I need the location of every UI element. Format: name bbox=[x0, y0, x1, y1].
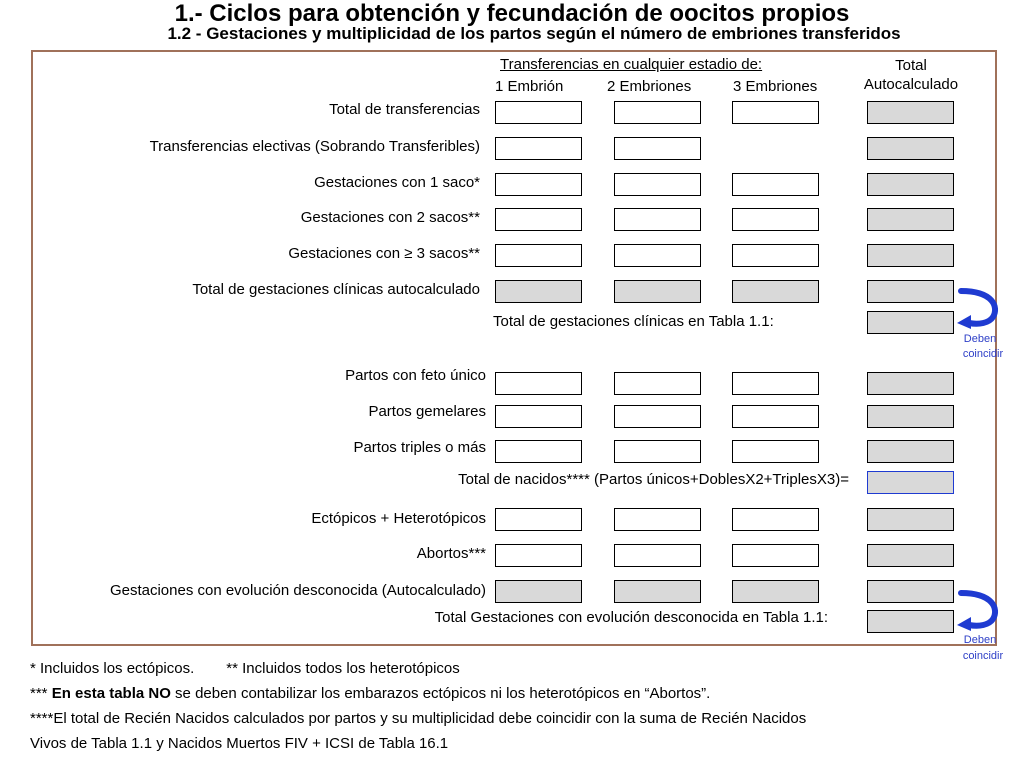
input-transferencias-electivas-1[interactable] bbox=[495, 137, 582, 160]
input-partos-unico-3[interactable] bbox=[732, 372, 819, 395]
input-total-transferencias-1[interactable] bbox=[495, 101, 582, 124]
header-col-2: 2 Embriones bbox=[607, 78, 692, 95]
note-deben-2: Deben bbox=[963, 634, 997, 646]
footnote-2-bold: En esta tabla NO bbox=[51, 685, 171, 702]
abortos-total bbox=[867, 544, 954, 567]
evolucion-desconocida-tabla-value bbox=[867, 610, 954, 633]
footnote-heterotopicos: ** Incluidos todos los heterotópicos bbox=[226, 660, 460, 677]
input-gestaciones-1-saco-3[interactable] bbox=[732, 173, 819, 196]
curved-arrow-icon bbox=[955, 285, 1001, 329]
page-subtitle: 1.2 - Gestaciones y multiplicidad de los partos según el número de embriones transferidos bbox=[167, 24, 901, 43]
page-title: 1.- Ciclos para obtención y fecundación de oocitos propios bbox=[174, 0, 850, 27]
partos-gemelares-total bbox=[867, 405, 954, 428]
gestaciones-1-saco-total bbox=[867, 173, 954, 196]
input-gestaciones-3-sacos-1[interactable] bbox=[495, 244, 582, 267]
label-abortos: Abortos*** bbox=[416, 545, 486, 562]
input-partos-unico-1[interactable] bbox=[495, 372, 582, 395]
evolucion-desconocida-1 bbox=[495, 580, 582, 603]
input-abortos-3[interactable] bbox=[732, 544, 819, 567]
footnote-2-prefix: *** bbox=[30, 685, 52, 702]
input-gestaciones-2-sacos-3[interactable] bbox=[732, 208, 819, 231]
total-gestaciones-clinicas-1 bbox=[495, 280, 582, 303]
total-gestaciones-tabla-value bbox=[867, 311, 954, 334]
input-partos-gemelares-1[interactable] bbox=[495, 405, 582, 428]
total-transferencias-total bbox=[867, 101, 954, 124]
input-gestaciones-3-sacos-2[interactable] bbox=[614, 244, 701, 267]
input-ectopicos-1[interactable] bbox=[495, 508, 582, 531]
footnote-line-3: ****El total de Recién Nacidos calculados por partos y su multiplicidad debe coincidir con la suma de Recién Nacidos bbox=[30, 710, 807, 727]
partos-triples-total bbox=[867, 440, 954, 463]
input-total-transferencias-3[interactable] bbox=[732, 101, 819, 124]
transferencias-electivas-total bbox=[867, 137, 954, 160]
footnote-line-4: Vivos de Tabla 1.1 y Nacidos Muertos FIV + ICSI de Tabla 16.1 bbox=[30, 735, 449, 752]
label-total-transferencias: Total de transferencias bbox=[329, 101, 480, 118]
note-deben-1: Deben bbox=[963, 333, 997, 345]
input-abortos-2[interactable] bbox=[614, 544, 701, 567]
input-gestaciones-1-saco-1[interactable] bbox=[495, 173, 582, 196]
evolucion-desconocida-total bbox=[867, 580, 954, 603]
total-gestaciones-clinicas-2 bbox=[614, 280, 701, 303]
input-ectopicos-2[interactable] bbox=[614, 508, 701, 531]
input-gestaciones-2-sacos-2[interactable] bbox=[614, 208, 701, 231]
total-gestaciones-clinicas-total bbox=[867, 280, 954, 303]
gestaciones-3-sacos-total bbox=[867, 244, 954, 267]
ectopicos-total bbox=[867, 508, 954, 531]
footnote-line-1 bbox=[30, 659, 460, 679]
input-partos-gemelares-3[interactable] bbox=[732, 405, 819, 428]
input-total-transferencias-2[interactable] bbox=[614, 101, 701, 124]
header-col-3: 3 Embriones bbox=[733, 78, 818, 95]
curved-arrow-icon bbox=[955, 587, 1001, 631]
header-col-1: 1 Embrión bbox=[495, 78, 564, 95]
label-ectopicos: Ectópicos + Heterotópicos bbox=[311, 510, 486, 527]
evolucion-desconocida-2 bbox=[614, 580, 701, 603]
input-partos-triples-1[interactable] bbox=[495, 440, 582, 463]
note-coincidir-1: coincidir bbox=[962, 348, 1004, 360]
label-evolucion-desconocida: Gestaciones con evolución desconocida (Autocalculado) bbox=[109, 582, 486, 599]
header-span-label: Transferencias en cualquier estadio de: bbox=[500, 56, 763, 73]
input-transferencias-electivas-2[interactable] bbox=[614, 137, 701, 160]
input-partos-gemelares-2[interactable] bbox=[614, 405, 701, 428]
input-partos-triples-3[interactable] bbox=[732, 440, 819, 463]
input-gestaciones-3-sacos-3[interactable] bbox=[732, 244, 819, 267]
label-total-gestaciones-tabla: Total de gestaciones clínicas en Tabla 1.1: bbox=[493, 313, 774, 330]
total-gestaciones-clinicas-3 bbox=[732, 280, 819, 303]
label-total-nacidos: Total de nacidos**** (Partos únicos+DoblesX2+TriplesX3)= bbox=[458, 471, 849, 488]
input-partos-unico-2[interactable] bbox=[614, 372, 701, 395]
label-partos-gemelares: Partos gemelares bbox=[368, 403, 486, 420]
label-gestaciones-2-sacos: Gestaciones con 2 sacos** bbox=[300, 209, 480, 226]
input-abortos-1[interactable] bbox=[495, 544, 582, 567]
footnote-ectopicos: * Incluidos los ectópicos. bbox=[30, 660, 195, 677]
label-gestaciones-1-saco: Gestaciones con 1 saco* bbox=[314, 174, 480, 191]
evolucion-desconocida-3 bbox=[732, 580, 819, 603]
input-gestaciones-1-saco-2[interactable] bbox=[614, 173, 701, 196]
footnote-line-2 bbox=[30, 684, 710, 704]
label-evolucion-desconocida-tabla: Total Gestaciones con evolución desconocida en Tabla 1.1: bbox=[434, 609, 828, 626]
input-ectopicos-3[interactable] bbox=[732, 508, 819, 531]
input-gestaciones-2-sacos-1[interactable] bbox=[495, 208, 582, 231]
label-total-gestaciones-clinicas: Total de gestaciones clínicas autocalculado bbox=[192, 281, 480, 298]
header-total-line2: Autocalculado bbox=[863, 76, 959, 93]
label-gestaciones-3-sacos: Gestaciones con ≥ 3 sacos** bbox=[288, 245, 480, 262]
footnote-2-text: se deben contabilizar los embarazos ectópicos ni los heterotópicos en “Abortos”. bbox=[170, 685, 711, 702]
gestaciones-2-sacos-total bbox=[867, 208, 954, 231]
header-total-line1: Total bbox=[895, 57, 927, 74]
note-coincidir-2: coincidir bbox=[962, 650, 1004, 662]
label-partos-triples: Partos triples o más bbox=[353, 439, 486, 456]
partos-unico-total bbox=[867, 372, 954, 395]
input-partos-triples-2[interactable] bbox=[614, 440, 701, 463]
total-nacidos-value bbox=[867, 471, 954, 494]
label-transferencias-electivas: Transferencias electivas (Sobrando Transferibles) bbox=[149, 138, 480, 155]
label-partos-unico: Partos con feto único bbox=[345, 367, 486, 384]
